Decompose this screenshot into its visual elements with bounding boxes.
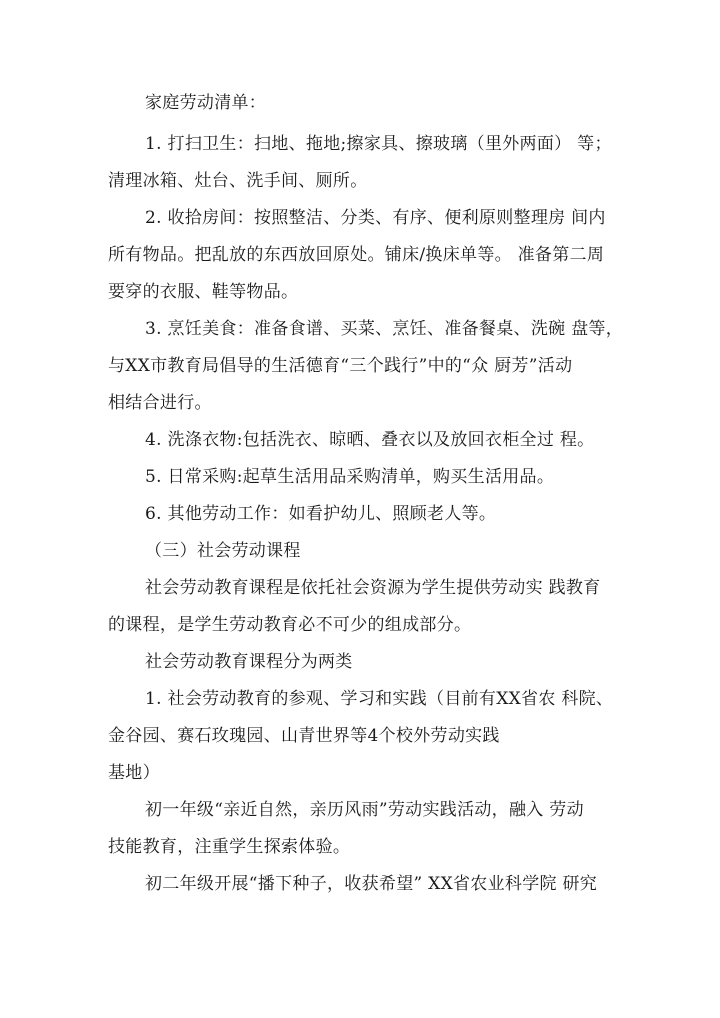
paragraph-line: 清理冰箱、灶台、洗手间、厕所。 — [108, 171, 368, 191]
paragraph-line: 2. 收拾房间：按照整洁、分类、有序、便利原则整理房 间内 — [145, 208, 606, 228]
paragraph-line: 要穿的衣服、鞋等物品。 — [108, 282, 299, 302]
paragraph-line: 所有物品。把乱放的东西放回原处。铺床/换床单等。 准备第二周 — [108, 245, 605, 265]
paragraph-line: 相结合进行。 — [108, 393, 212, 413]
paragraph-line: 5. 日常采购:起草生活用品采购清单，购买生活用品。 — [145, 467, 555, 487]
section-heading: （三）社会劳动课程 — [145, 541, 301, 561]
paragraph-line: 1. 打扫卫生：扫地、拖地;擦家具、擦玻璃（里外两面） 等； — [145, 134, 612, 154]
paragraph-line: 技能教育，注重学生探索体验。 — [108, 837, 351, 857]
paragraph-line: 基地） — [108, 763, 160, 783]
paragraph-line: 初一年级“亲近自然，亲历风雨”劳动实践活动，融入 劳动 — [145, 800, 584, 820]
list-heading: 家庭劳动清单： — [145, 93, 267, 113]
paragraph-line: 初二年级开展“播下种子，收获希望” XX省农业科学院 研究 — [145, 874, 598, 894]
paragraph-line: 1. 社会劳动教育的参观、学习和实践（目前有XX省农 科院、 — [145, 689, 614, 709]
paragraph-line: 社会劳动教育课程是依托社会资源为学生提供劳动实 践教育 — [145, 578, 601, 598]
paragraph-line: 3. 烹饪美食：准备食谱、买菜、烹饪、准备餐桌、洗碗 盘等， — [145, 319, 624, 339]
paragraph-line: 金谷园、赛石玫瑰园、山青世界等4个校外劳动实践 — [108, 726, 500, 746]
paragraph-line: 6. 其他劳动工作：如看护幼儿、照顾老人等。 — [145, 504, 497, 524]
paragraph-line: 社会劳动教育课程分为两类 — [145, 652, 353, 672]
paragraph-line: 的课程，是学生劳动教育必不可少的组成部分。 — [108, 615, 472, 635]
paragraph-line: 4. 洗涤衣物:包括洗衣、晾晒、叠衣以及放回衣柜全过 程。 — [145, 430, 595, 450]
paragraph-line: 与XX市教育局倡导的生活德育“三个践行”中的“众 厨芳”活动 — [108, 356, 573, 376]
